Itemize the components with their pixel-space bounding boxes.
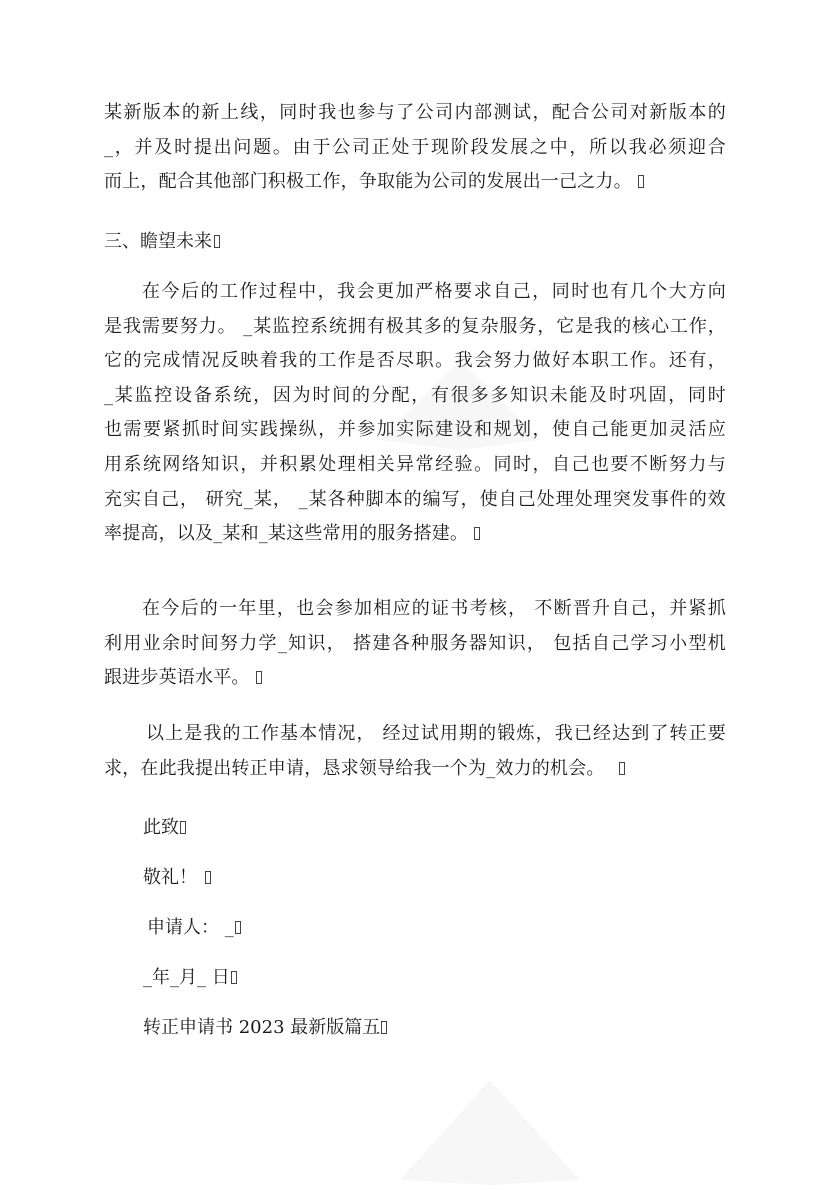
paragraph-line: 在今后的工作过程中，我会更加严格要求自己，同时也有几个大方向: [142, 281, 726, 302]
applicant-line: 申请人： _: [147, 916, 241, 940]
paragraph-line: 用系统网络知识，并积累处理相关异常经验。同时，自己也要不断努力与: [104, 453, 726, 475]
paragraph-mark-icon: [638, 175, 644, 188]
paragraph-line: 跟进步英语水平。: [104, 661, 726, 696]
paragraph-2: [104, 275, 726, 552]
paragraph-line: _，并及时提出问题。由于公司正处于现阶段发展之中，所以我必须迎合: [104, 136, 726, 158]
paragraph-mark-icon: [256, 671, 262, 684]
paragraph-mark-icon: [205, 871, 211, 884]
paragraph-3: [104, 592, 726, 696]
paragraph-line: 以上是我的工作基本情况， 经过试用期的锻炼，我已经达到了转正要: [146, 723, 726, 744]
paragraph-line: _某监控设备系统，因为时间的分配，有很多多知识未能及时巩固，同时: [104, 384, 726, 406]
paragraph-1: [104, 96, 726, 200]
watermark-graphic: [380, 1060, 600, 1190]
paragraph-line: 而上，配合其他部门积极工作，争取能为公司的发展出一己之力。: [104, 165, 726, 200]
paragraph-4: [104, 717, 726, 786]
paragraph-line: 充实自己， 研究_某， _某各种脚本的编写，使自己处理处理突发事件的效: [104, 488, 726, 510]
paragraph-line: 某新版本的新上线，同时我也参与了公司内部测试，配合公司对新版本的: [104, 102, 726, 123]
section-heading: 三、瞻望未来: [104, 230, 220, 254]
paragraph-line: 也需要紧抓时间实践操纵，并参加实际建设和规划，使自己能更加灵活应: [104, 419, 726, 441]
paragraph-line: 利用业余时间努力学_知识， 搭建各种服务器知识， 包括自己学习小型机: [104, 632, 726, 654]
paragraph-line: 它的完成情况反映着我的工作是否尽职。我会努力做好本职工作。还有，: [104, 350, 726, 372]
paragraph-mark-icon: [381, 1021, 387, 1034]
paragraph-mark-icon: [474, 527, 480, 540]
next-section-title: 转正申请书 2023 最新版篇五: [143, 1016, 387, 1040]
closing-line: 此致: [143, 816, 186, 840]
paragraph-mark-icon: [180, 821, 186, 834]
paragraph-line: 求，在此我提出转正申请，恳求领导给我一个为_效力的机会。: [104, 752, 726, 787]
paragraph-line: 是我需要努力。 _某监控系统拥有极其多的复杂服务，它是我的核心工作，: [104, 315, 726, 337]
paragraph-mark-icon: [214, 235, 220, 248]
salutation-line: 敬礼！: [143, 866, 211, 890]
date-line: _年_月_ 日: [143, 966, 237, 990]
paragraph-line: 率提高，以及_某和_某这些常用的服务搭建。: [104, 517, 726, 552]
paragraph-mark-icon: [619, 762, 625, 775]
paragraph-mark-icon: [231, 971, 237, 984]
paragraph-mark-icon: [235, 921, 241, 934]
paragraph-line: 在今后的一年里，也会参加相应的证书考核， 不断晋升自己，并紧抓: [142, 598, 726, 619]
